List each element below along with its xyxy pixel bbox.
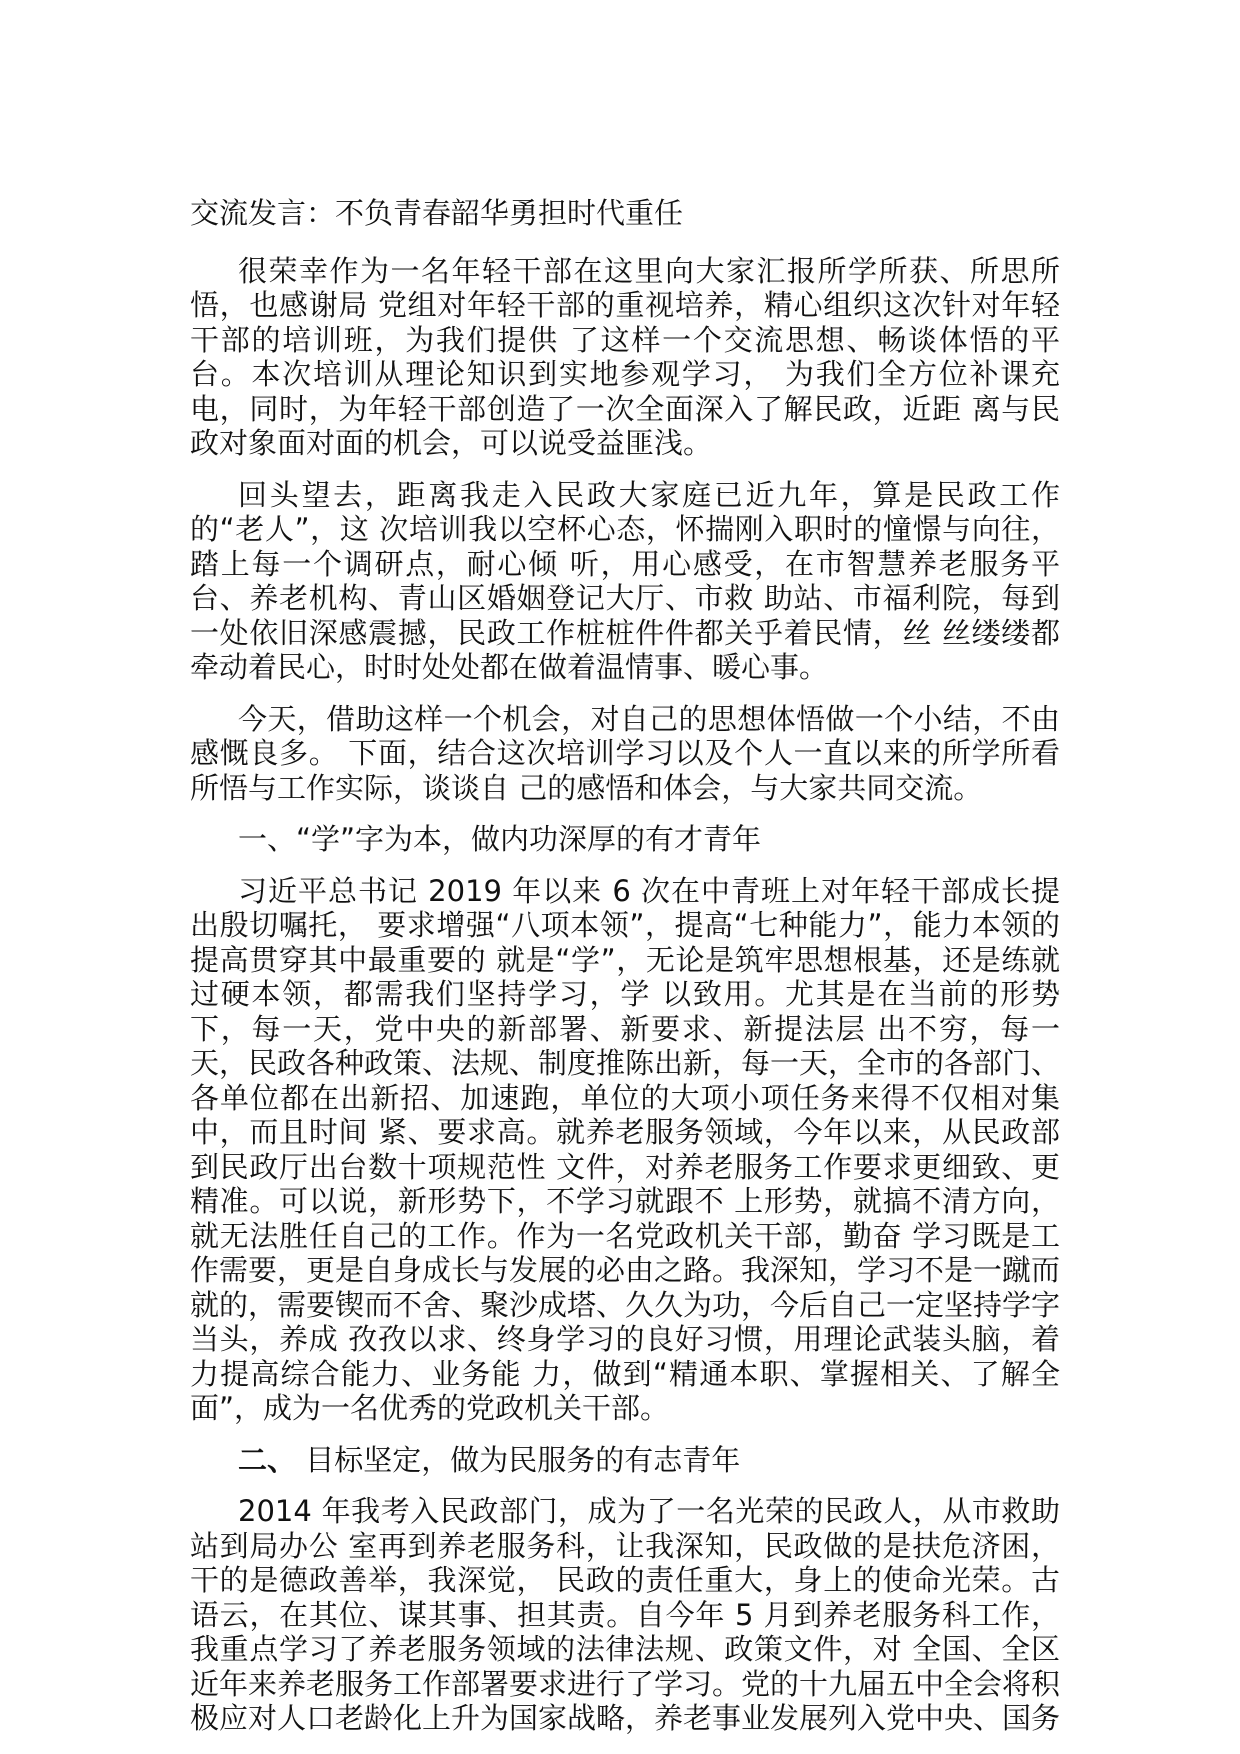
document-body (190, 196, 1060, 1753)
section-2-heading-number: 二、 (238, 1442, 297, 1477)
paragraph-today: 今天，借助这样一个机会，对自己的思想体悟做一个小结，不由感慨良多。 下面，结合这次培训学习以及个人一直以来的所学所看所悟与工作实际，谈谈自 己的感悟和体会，与大家共同交流。 (190, 701, 1060, 805)
section-2-heading (190, 1443, 1060, 1478)
section-2-paragraph: 2014 年我考入民政部门，成为了一名光荣的民政人，从市救助站到局办公 室再到养老服务科，让我深知，民政做的是扶危济困，干的是德政善举，我深觉， 民政的责任重大，身上的使命光荣。古语云，在其位、谋其事、担其责。自今年 5 月到养老服务科工作，我重点学习了养老服务领域的法律法规、政策文件，对 全国、全区近年来养老服务工作部署要求进行了学习。党的十九届五中全会将积极应对人口老龄化上升为国家战略，养老事业发展列入党中央、国务 (190, 1494, 1061, 1735)
paragraph-looking-back: 回头望去，距离我走入民政大家庭已近九年，算是民政工作的“老人”，这 次培训我以空杯心态，怀揣刚入职时的憧憬与向往，踏上每一个调研点，耐心倾 听，用心感受，在市智慧养老服务平台、养老机构、青山区婚姻登记大厅、市救 助站、市福利院，每到一处依旧深感震撼，民政工作桩桩件件都关乎着民情，丝 丝缕缕都牵动着民心，时时处处都在做着温情事、暖心事。 (190, 477, 1060, 684)
section-2-heading-text: 目标坚定，做为民服务的有志青年 (296, 1442, 741, 1477)
document-title: 交流发言：不负青春韶华勇担时代重任 (190, 196, 684, 230)
section-1-heading: 一、“学”字为本，做内功深厚的有才青年 (238, 822, 762, 856)
section-1-paragraph: 习近平总书记 2019 年以来 6 次在中青班上对年轻干部成长提出殷切嘱托， 要求增强“八项本领”，提高“七种能力”，能力本领的提高贯穿其中最重要的 就是“学”，无论是筑牢思想根基，还是练就过硬本领，都需我们坚持学习，学 以致用。尤其是在当前的形势下，每一天，党中央的新部署、新要求、新提法层 出不穷，每一天，民政各种政策、法规、制度推陈出新，每一天，全市的各部门、 各单位都在出新招、加速跑，单位的大项小项任务来得不仅相对集中，而且时间 紧、要求高。就养老服务领域，今年以来，从民政部到民政厅出台数十项规范性 文件，对养老服务工作要求更细致、更精准。可以说，新形势下，不学习就跟不 上形势，就搞不清方向，就无法胜任自己的工作。作为一名党政机关干部，勤奋 学习既是工作需要，更是自身成长与发展的必由之路。我深知，学习不是一蹴而 就的，需要锲而不舍、聚沙成塔、久久为功，今后自己一定坚持学字当头，养成 孜孜以求、终身学习的良好习惯，用理论武装头脑，着力提高综合能力、业务能 力，做到“精通本职、掌握相关、了解全面”，成为一名优秀的党政机关干部。 (190, 873, 1061, 1425)
paragraph-intro: 很荣幸作为一名年轻干部在这里向大家汇报所学所获、所思所悟，也感谢局 党组对年轻干部的重视培养，精心组织这次针对年轻干部的培训班，为我们提供 了这样一个交流思想、畅谈体悟的平台。本次培训从理论知识到实地参观学习， 为我们全方位补课充电，同时，为年轻干部创造了一次全面深入了解民政，近距 离与民政对象面对面的机会，可以说受益匪浅。 (190, 253, 1060, 460)
